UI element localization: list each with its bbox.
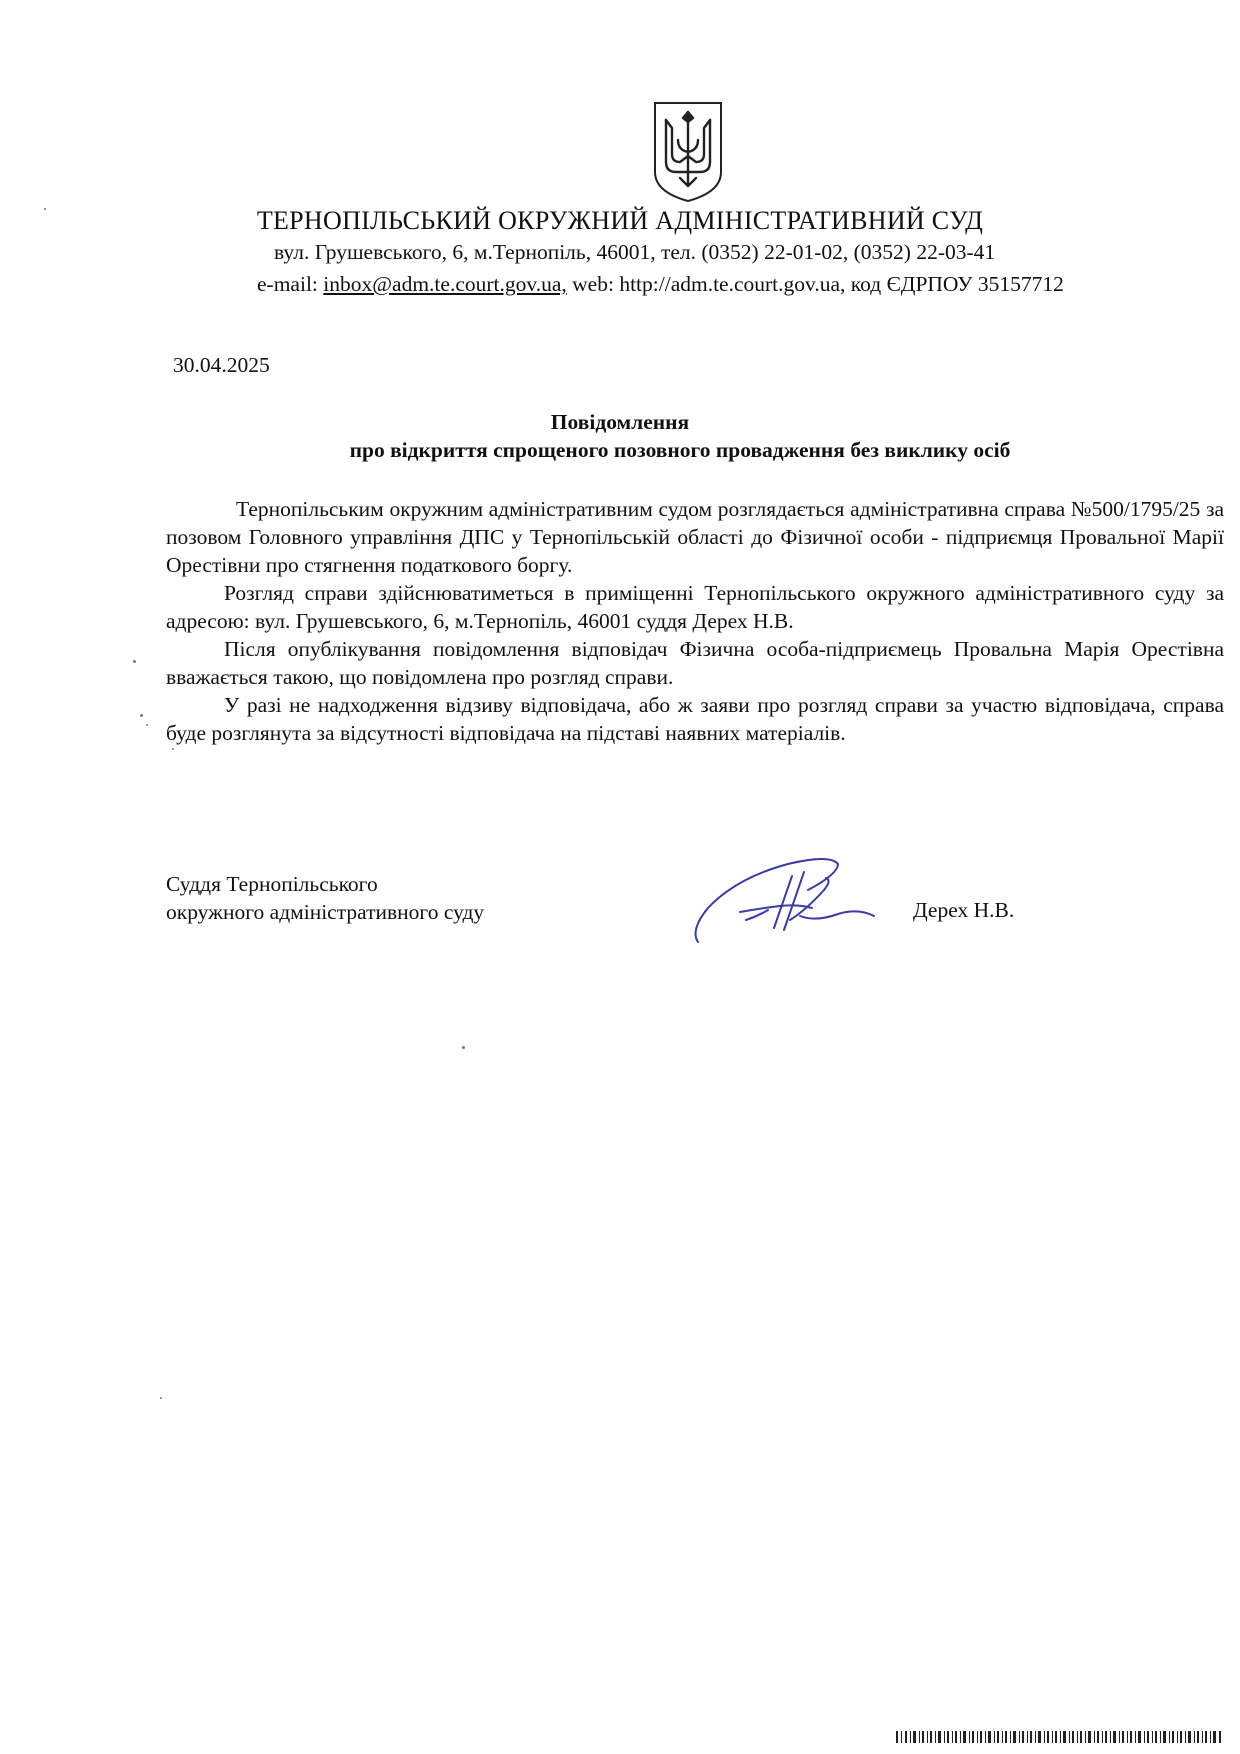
scan-speck xyxy=(462,1046,465,1049)
signer-position-line: Суддя Тернопільського xyxy=(166,872,378,896)
scan-speck xyxy=(160,1397,162,1399)
email-label: e-mail: xyxy=(257,272,324,296)
web-and-code: web: http://adm.te.court.gov.ua, код ЄДРПОУ 35157712 xyxy=(566,272,1064,296)
scan-speck xyxy=(172,748,174,750)
body-paragraph: У разі не надходження відзиву відповідача, або ж заяви про розгляд справи за участю відповідача, справа буде розглянута за відсутності відповідача на підставі наявних матеріалів. xyxy=(166,693,1224,745)
document-title: Повідомлення xyxy=(550,410,690,434)
signer-position-line: окружного адміністративного суду xyxy=(166,900,485,924)
handwritten-signature-icon xyxy=(688,850,878,950)
scan-speck xyxy=(133,660,136,663)
body-paragraph: Після опублікування повідомлення відповідач Фізична особа-підприємець Провальна Марія Орестівна вважається такою, що повідомлена про розгляд справи. xyxy=(166,637,1224,689)
scan-speck xyxy=(146,724,148,726)
judge-name: Дерех Н.В. xyxy=(913,898,1015,922)
document-date: 30.04.2025 xyxy=(173,353,270,377)
court-address: вул. Грушевського, 6, м.Тернопіль, 46001, тел. (0352) 22-01-02, (0352) 22-03-41 xyxy=(274,240,996,264)
barcode-icon xyxy=(896,1731,1222,1743)
court-contacts xyxy=(257,272,1064,297)
signer-position xyxy=(166,870,484,926)
tryzub-coat-of-arms-icon xyxy=(652,100,724,204)
document-body xyxy=(166,495,1224,747)
email-link[interactable]: inbox@adm.te.court.gov.ua, xyxy=(323,272,567,296)
scan-speck xyxy=(140,714,143,717)
body-paragraph: Тернопільським окружним адміністративним судом розглядається адміністративна справа №500/1795/25 за позовом Головного управління ДПС у Тернопільській області до Фізичної особи - підприємця Провальної Марії Орестівни про стягнення податкового боргу. xyxy=(166,497,1224,577)
court-name: ТЕРНОПІЛЬСЬКИЙ ОКРУЖНИЙ АДМІНІСТРАТИВНИЙ СУД xyxy=(256,206,984,235)
body-paragraph: Розгляд справи здійснюватиметься в приміщенні Тернопільського окружного адміністративного суду за адресою: вул. Грушевського, 6, м.Тернопіль, 46001 суддя Дерех Н.В. xyxy=(166,581,1224,633)
document-subtitle: про відкриття спрощеного позовного провадження без виклику осіб xyxy=(349,438,1011,462)
scan-speck xyxy=(44,208,46,210)
